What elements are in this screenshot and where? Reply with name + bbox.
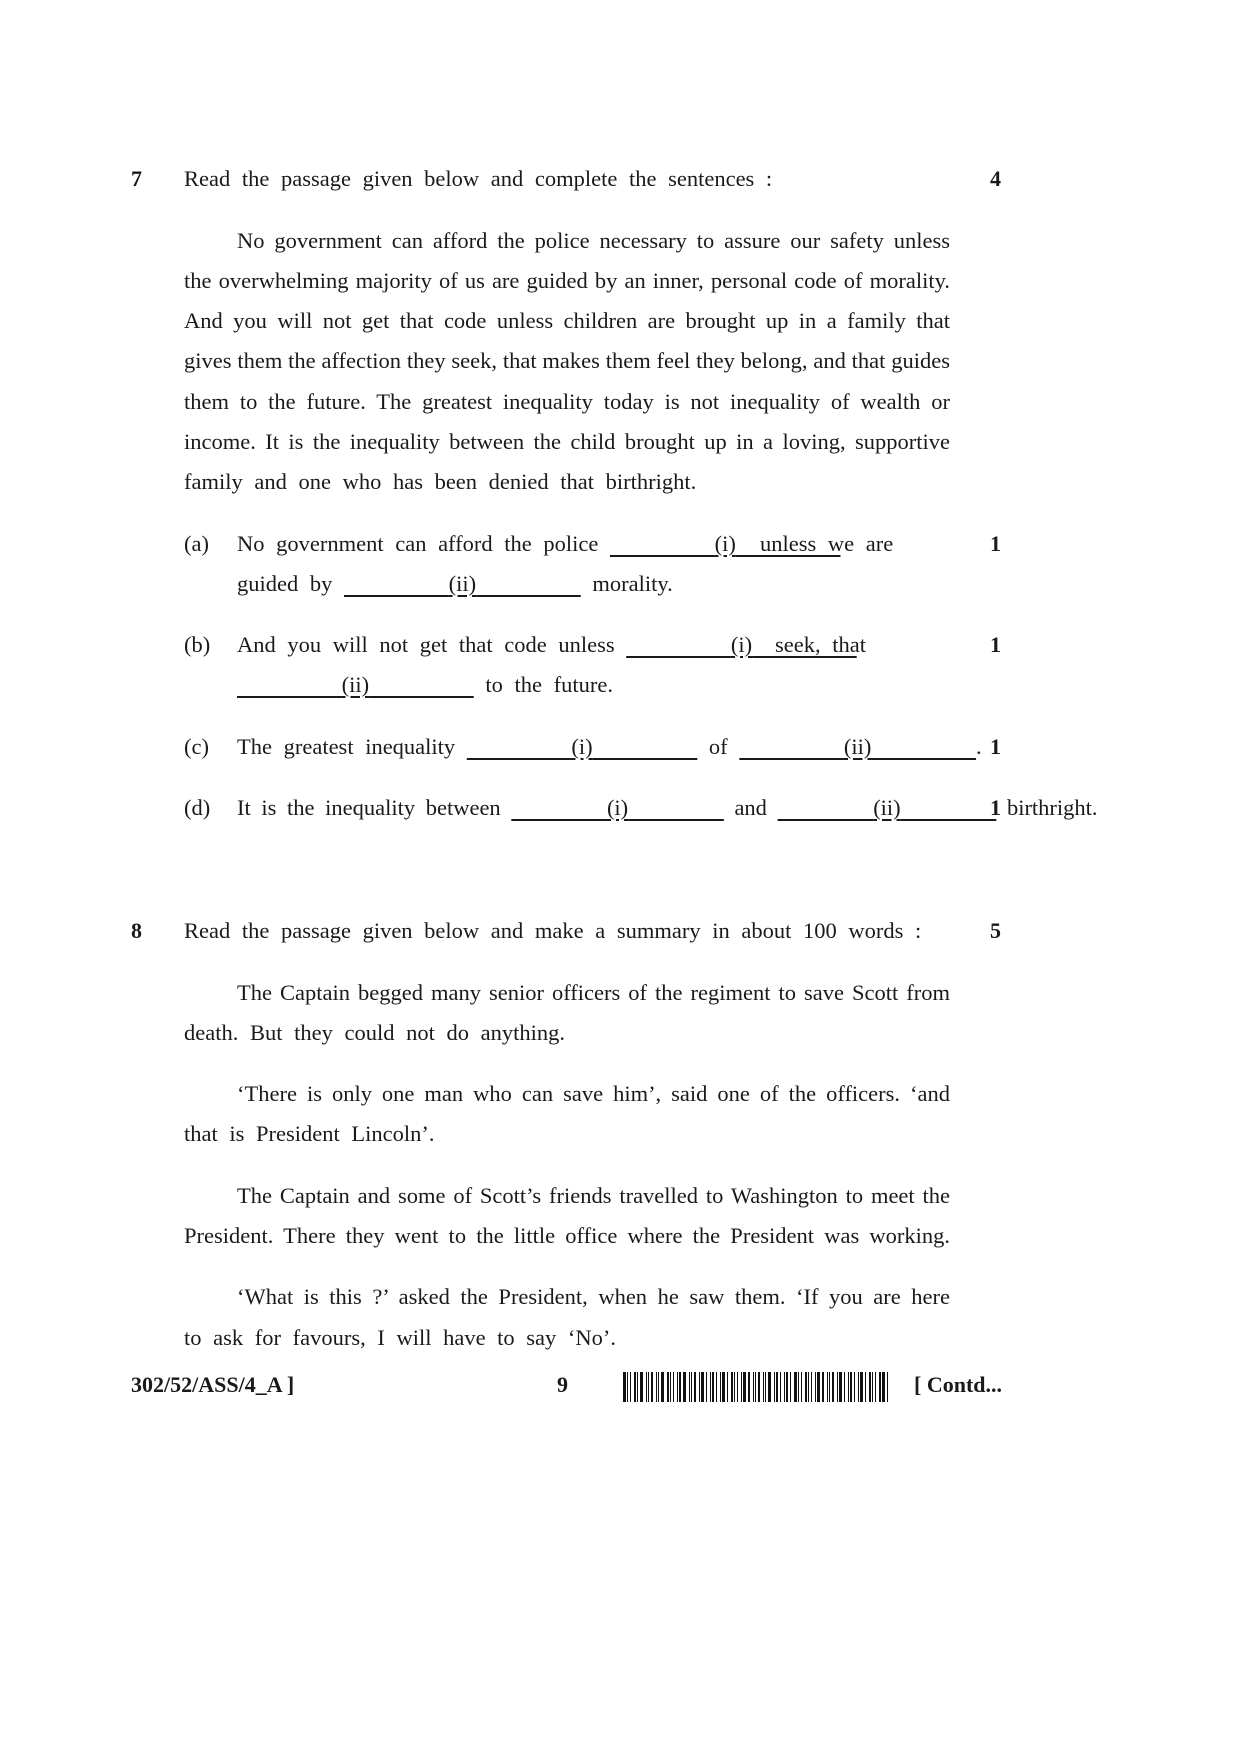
barcode-bar bbox=[829, 1372, 830, 1402]
barcode-bar bbox=[854, 1372, 855, 1402]
barcode-bar bbox=[651, 1372, 653, 1402]
barcode-bar bbox=[805, 1372, 807, 1402]
item-d-blank-ii[interactable] bbox=[778, 795, 997, 820]
passage-line: And you will not get that code unless children are brought up in a family that bbox=[184, 308, 950, 333]
passage-line: them to the future. The greatest inequality today is not inequality of wealth or bbox=[184, 389, 950, 414]
item-a-line-2 bbox=[237, 571, 673, 597]
barcode-bar bbox=[648, 1372, 649, 1402]
paper-code: 302/52/ASS/4_A ] bbox=[131, 1372, 295, 1397]
barcode-bar bbox=[637, 1372, 638, 1402]
barcode-bar bbox=[858, 1372, 859, 1402]
passage-line: income. It is the inequality between the child brought up in a loving, supportive bbox=[184, 429, 950, 454]
question-7-instruction: Read the passage given below and complete the sentences : bbox=[184, 166, 773, 191]
barcode-bar bbox=[691, 1372, 692, 1402]
item-b-line-1 bbox=[237, 632, 857, 658]
barcode-bar bbox=[784, 1372, 785, 1402]
barcode-bar bbox=[790, 1372, 791, 1402]
barcode-bar bbox=[743, 1372, 746, 1402]
barcode-bar bbox=[774, 1372, 775, 1402]
barcode-bar bbox=[811, 1372, 812, 1402]
barcode-bar bbox=[689, 1372, 690, 1402]
barcode-bar bbox=[815, 1372, 816, 1402]
barcode-bar bbox=[677, 1372, 678, 1402]
passage-line: gives them the affection they seek, that makes them feel they belong, and that guides bbox=[184, 348, 950, 373]
barcode-bar bbox=[860, 1372, 863, 1402]
item-a-text-2: unless we are bbox=[760, 531, 894, 556]
barcode-bar bbox=[716, 1372, 717, 1402]
item-d-label: (d) bbox=[184, 795, 211, 820]
barcode-bar bbox=[844, 1372, 845, 1402]
barcode-bar bbox=[656, 1372, 657, 1402]
barcode-bar bbox=[850, 1372, 852, 1402]
barcode-bar bbox=[701, 1372, 704, 1402]
barcode-bar bbox=[661, 1372, 664, 1402]
barcode-bar bbox=[837, 1372, 838, 1402]
barcode-bar bbox=[801, 1372, 802, 1402]
passage-line: The Captain and some of Scott’s friends travelled to Washington to meet the bbox=[237, 1183, 950, 1208]
passage-line: ‘What is this ?’ asked the President, when he saw them. ‘If you are here bbox=[237, 1284, 950, 1309]
blank-label: (ii) bbox=[448, 571, 477, 596]
passage-line: that is President Lincoln’. bbox=[184, 1121, 435, 1146]
barcode-bar bbox=[872, 1372, 873, 1402]
page-number: 9 bbox=[557, 1372, 568, 1397]
barcode-bar bbox=[683, 1372, 686, 1402]
question-7-marks: 4 bbox=[990, 166, 1001, 191]
barcode-bar bbox=[679, 1372, 681, 1402]
barcode-bar bbox=[753, 1372, 754, 1402]
barcode-bar bbox=[755, 1372, 756, 1402]
item-b-text: And you will not get that code unless bbox=[237, 632, 615, 657]
barcode-bar bbox=[646, 1372, 647, 1402]
item-a-text: No government can afford the police bbox=[237, 531, 599, 556]
blank-label: (ii) bbox=[341, 672, 370, 697]
passage-line: family and one who has been denied that birthright. bbox=[184, 469, 697, 494]
item-b-label: (b) bbox=[184, 632, 211, 657]
barcode-bar bbox=[623, 1372, 626, 1402]
item-d-blank-i[interactable] bbox=[511, 795, 724, 820]
barcode-bar bbox=[634, 1372, 636, 1402]
barcode-bar bbox=[673, 1372, 674, 1402]
barcode-bar bbox=[731, 1372, 733, 1402]
item-b-marks: 1 bbox=[990, 632, 1001, 657]
item-c-text: of bbox=[708, 734, 728, 759]
barcode-bar bbox=[706, 1372, 707, 1402]
barcode-bar bbox=[758, 1372, 760, 1402]
question-8-marks: 5 bbox=[990, 918, 1001, 943]
barcode-bar bbox=[727, 1372, 728, 1402]
item-d-text: and bbox=[734, 795, 767, 820]
barcode-bar bbox=[832, 1372, 834, 1402]
barcode-bar bbox=[882, 1372, 885, 1402]
item-a-text: guided by bbox=[237, 571, 333, 596]
item-c-label: (c) bbox=[184, 734, 209, 759]
barcode-bar bbox=[798, 1372, 799, 1402]
barcode-bar bbox=[869, 1372, 871, 1402]
question-8-number: 8 bbox=[131, 918, 142, 943]
barcode-bar bbox=[763, 1372, 764, 1402]
barcode-bar bbox=[822, 1372, 824, 1402]
barcode-bar bbox=[667, 1372, 669, 1402]
barcode-bar bbox=[630, 1372, 631, 1402]
barcode-bar bbox=[875, 1372, 876, 1402]
item-a-text: morality. bbox=[592, 571, 673, 596]
question-8-instruction: Read the passage given below and make a summary in about 100 words : bbox=[184, 918, 922, 943]
item-a-marks: 1 bbox=[990, 531, 1001, 556]
barcode-bar bbox=[768, 1372, 771, 1402]
barcode-bar bbox=[722, 1372, 725, 1402]
item-c-blank-ii[interactable] bbox=[739, 734, 976, 759]
barcode-bar bbox=[737, 1372, 738, 1402]
item-a-blank-ii[interactable] bbox=[344, 571, 581, 596]
item-b-text: to the future. bbox=[485, 672, 613, 697]
item-b-blank-ii[interactable] bbox=[237, 672, 474, 697]
barcode-bar bbox=[670, 1372, 671, 1402]
contd-label: [ Contd... bbox=[914, 1372, 1003, 1397]
item-c-text: The greatest inequality bbox=[237, 734, 456, 759]
barcode-bar bbox=[748, 1372, 750, 1402]
passage-line: No government can afford the police necessary to assure our safety unless bbox=[237, 228, 950, 253]
passage-line: to ask for favours, I will have to say ‘No’. bbox=[184, 1325, 617, 1350]
item-d-text: It is the inequality between bbox=[237, 795, 501, 820]
barcode bbox=[623, 1372, 895, 1402]
barcode-bar bbox=[712, 1372, 714, 1402]
item-d-text: birthright. bbox=[1006, 795, 1098, 820]
barcode-bar bbox=[699, 1372, 700, 1402]
item-c-marks: 1 bbox=[990, 734, 1001, 759]
barcode-bar bbox=[627, 1372, 628, 1402]
barcode-bar bbox=[839, 1372, 842, 1402]
barcode-bar bbox=[817, 1372, 820, 1402]
item-a-label: (a) bbox=[184, 531, 209, 556]
barcode-bar bbox=[780, 1372, 781, 1402]
passage-line: The Captain begged many senior officers of the regiment to save Scott from bbox=[237, 980, 950, 1005]
item-c-line-1 bbox=[237, 734, 982, 760]
blank-label: (i) bbox=[571, 734, 593, 759]
barcode-bar bbox=[741, 1372, 742, 1402]
item-c-blank-i[interactable] bbox=[467, 734, 698, 759]
item-c-text: . bbox=[976, 734, 982, 759]
passage-line: ‘There is only one man who can save him’, said one of the officers. ‘and bbox=[237, 1081, 950, 1106]
barcode-bar bbox=[640, 1372, 643, 1402]
barcode-bar bbox=[765, 1372, 766, 1402]
blank-label: (i) bbox=[606, 795, 629, 820]
item-d-marks: 1 bbox=[990, 795, 1001, 820]
barcode-bar bbox=[720, 1372, 721, 1402]
barcode-bar bbox=[776, 1372, 778, 1402]
barcode-bar bbox=[734, 1372, 735, 1402]
question-7-number: 7 bbox=[131, 166, 142, 191]
barcode-bar bbox=[786, 1372, 788, 1402]
blank-label: (i) bbox=[714, 531, 736, 556]
barcode-bar bbox=[887, 1372, 888, 1402]
barcode-bar bbox=[658, 1372, 659, 1402]
item-b-text-2: seek, that bbox=[775, 632, 866, 657]
item-a-line-1 bbox=[237, 531, 840, 557]
blank-label: (ii) bbox=[873, 795, 901, 820]
blank-label: (i) bbox=[730, 632, 753, 657]
blank-label: (ii) bbox=[843, 734, 872, 759]
item-b-line-2 bbox=[237, 672, 613, 698]
barcode-bar bbox=[827, 1372, 828, 1402]
item-d-line-1 bbox=[237, 795, 1098, 821]
barcode-bar bbox=[710, 1372, 711, 1402]
passage-line: the overwhelming majority of us are guided by an inner, personal code of morality. bbox=[184, 268, 950, 293]
barcode-bar bbox=[879, 1372, 881, 1402]
barcode-bar bbox=[694, 1372, 696, 1402]
barcode-bar bbox=[848, 1372, 849, 1402]
barcode-bar bbox=[808, 1372, 809, 1402]
passage-line: President. There they went to the little office where the President was working. bbox=[184, 1223, 950, 1248]
passage-line: death. But they could not do anything. bbox=[184, 1020, 565, 1045]
barcode-bar bbox=[865, 1372, 866, 1402]
barcode-bar bbox=[794, 1372, 797, 1402]
